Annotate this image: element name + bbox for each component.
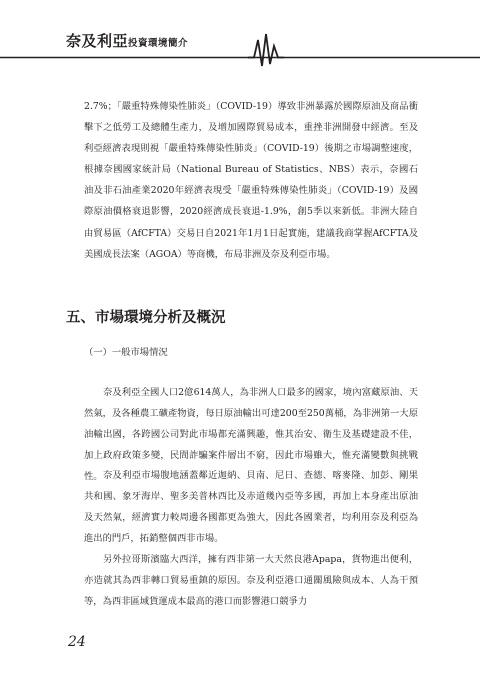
header-title-main: 奈及利亞 <box>66 32 129 50</box>
sub-heading: （一）一般市場情況 <box>84 347 168 358</box>
body-paragraph-1: 2.7%；「嚴重特殊傳染性肺炎」（COVID-19）導致非洲暴露於國際原油及商品衝擊下之低勞工及總體生產力，及增加國際貿易成本，重挫非洲開發中經濟。至及利亞經濟表現則視「嚴重特殊傳染性肺炎」（COVID-19）後期之市場調整速度，根據奈國國家統計局（National Bureau of Statistics、NBS）表示，奈國石油及非石油產業2020年經濟表現受「嚴重特殊傳染性肺炎」（COVID-19）及國際原油價格衰退影響，2020經濟成長衰退-1.9%，創5季以來新低。非洲大陸自由貿易區（AfCFTA）交易日自2021年1月1日起實施，建議我商掌握AfCFTA及美國成長法案（AGOA）等商機，布局非洲及奈及利亞市場。 <box>84 101 418 260</box>
body-paragraph-4: 另外拉哥斯濱臨大西洋，擁有西非第一大天然良港Apapa，貨物進出便利，亦造就其為西非轉口貿易重鎮的原因。奈及利亞港口通關風險與成本、人為干預等，為西非區域貨運成本最高的港口而影響港口競爭力 <box>84 554 418 608</box>
header-title-sub: 投資環境簡介 <box>128 38 189 49</box>
running-header <box>0 26 480 70</box>
body-paragraph-3: 奈及利亞市場腹地涵蓋鄰近迦納、貝南、尼日、查德、喀麥隆、加彭、剛果共和國、象牙海岸、聖多美普林西比及赤道幾內亞等多國，再加上本身產出原油及天然氣，經濟實力較周邊各國都更為強大，因此各國業者，均利用奈及利亞為進出的門戶，拓銷整個西非市場。 <box>84 470 418 545</box>
page-number: 24 <box>68 634 86 650</box>
header-title <box>66 30 188 51</box>
body-paragraph-2: 奈及利亞全國人口2億614萬人，為非洲人口最多的國家，境內富藏原油、天然氣，及各種農工礦產物資，每日原油輸出可達200至250萬桶，為非洲第一大原油輸出國，各跨國公司對此市場都充滿興趣，惟其治安、衛生及基礎建設不佳，加上政府政策多變，民間詐騙案件層出不窮，因此市場雖大，惟充滿變數與挑戰性。 <box>84 387 418 483</box>
section-heading: 五、市場環境分析及概況 <box>66 309 226 326</box>
